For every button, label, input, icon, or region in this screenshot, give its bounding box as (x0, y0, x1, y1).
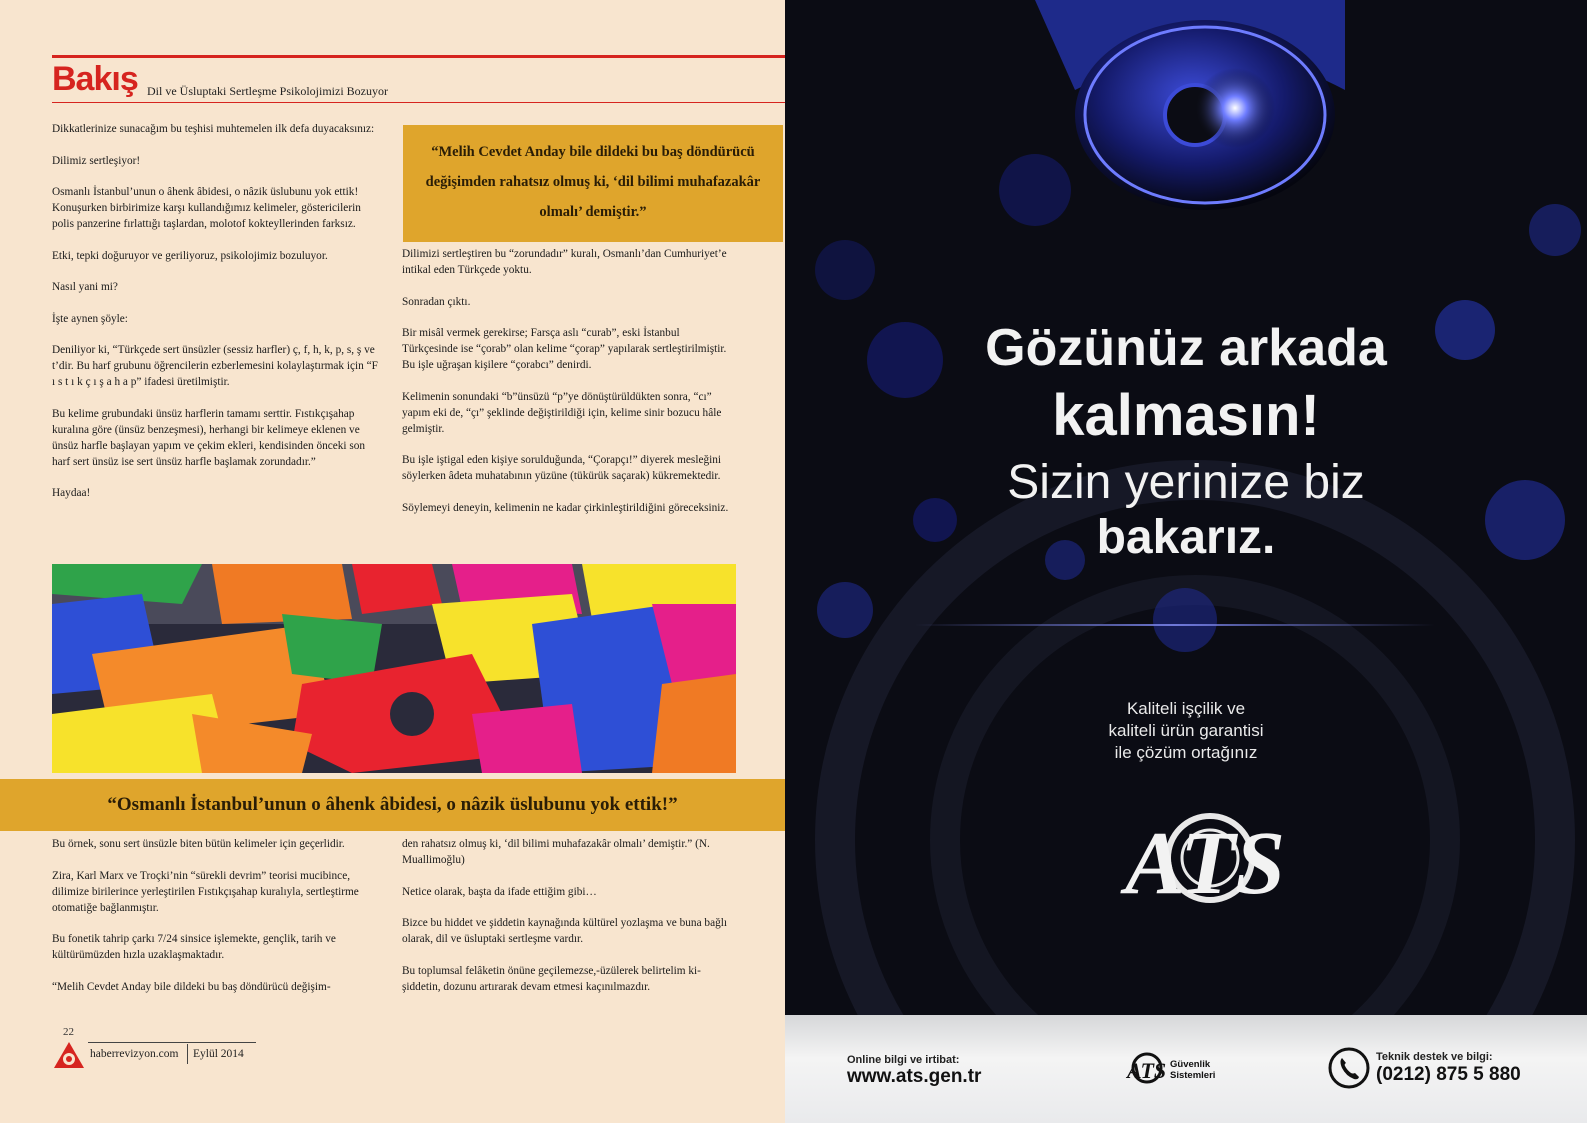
paragraph: Deniliyor ki, “Türkçede sert ünsüzler (sessiz harfler) ç, f, h, k, p, s, ş ve t’dir. Bu harf grubunu öğrencilerin ezberlemesini kolaylaştırmak için “F ı s t ı k ç ı ş a h a p” ifadesi üretilmiştir. (52, 344, 378, 388)
ats-small-logo-icon (1125, 1048, 1165, 1088)
ats-logo-letters: ATS (1125, 814, 1286, 913)
paragraph: Netice olarak, başta da ifade ettiğim gibi… (402, 885, 597, 898)
paragraph: Nasıl yani mi? (52, 281, 118, 293)
ats-logo-icon (1115, 788, 1286, 918)
pull-quote-bar: “Osmanlı İstanbul’unun o âhenk âbidesi, o nâzik üslubunu yok ettik!” (0, 779, 785, 831)
paragraph: Zira, Karl Marx ve Troçki’nin “sürekli devrim” teorisi mucibince, dilimize birilerince yerleştirilen Fıstıkçışahap kuralıyla, sertleştirme otomatiğe bağlanmıştır. (52, 869, 359, 914)
ats-small-logo-letters: ATS (1127, 1058, 1167, 1083)
paragraph: Haydaa! (52, 487, 91, 499)
ad-headline-4: bakarız. (1096, 511, 1276, 564)
paragraph: Etki, tepki doğuruyor ve geriliyoruz, psikolojimiz bozuluyor. (52, 249, 328, 262)
article-headline: Dil ve Üsluptaki Sertleşme Psikolojimizi Bozuyor (147, 84, 388, 98)
header-rule-top (52, 55, 785, 58)
paragraph: Kelimenin sonundaki “b”ünsüzü “p”ye dönüştürüldükten sonra, “cı” yapım eki de, “çı” şeklinde değiştirildiği için, kelime sinir bozucu hâle gelmiştir. (402, 390, 722, 435)
footer-separator (187, 1044, 188, 1064)
ad-headline-2: kalmasın! (1052, 383, 1320, 448)
footer-site: haberrevizyon.com (90, 1048, 179, 1060)
header-rule-bottom (52, 102, 785, 103)
paragraph: Sonradan çıktı. (402, 295, 471, 308)
ad-tagline-2: kaliteli ürün garantisi (1108, 721, 1264, 740)
ad-divider (915, 624, 1435, 626)
ad-headline-1: Gözünüz arkada (985, 319, 1387, 377)
paragraph: Bu işle iştigal eden kişiye sorulduğunda, “Çorapçı!” diyerek mesleğini söylerken âdeta muhatabının yüzüne (tükürük saçarak) kükremektedir. (402, 454, 722, 482)
column-b (402, 246, 736, 531)
advertisement-page (785, 0, 1587, 1123)
ad-footer (785, 1015, 1587, 1123)
column-c (52, 836, 386, 1010)
paragraph: Bu fonetik tahrip çarkı 7/24 sinsice işlemekte, gençlik, tarih ve kültürümüzden hızla uzaklaşmaktadır. (52, 933, 336, 961)
column-d (402, 836, 736, 1010)
ad-tagline-3: ile çözüm ortağınız (1114, 743, 1258, 762)
article-page (0, 0, 785, 1123)
foam-letters-illustration (52, 564, 736, 773)
ad-tagline (785, 698, 1587, 764)
paragraph: Bizce bu hiddet ve şiddetin kaynağında kültürel yozlaşma ve buna bağlı olarak, dil ve üsluptaki sertleşme vardır. (402, 917, 728, 945)
paragraph: “Melih Cevdet Anday bile dildeki bu baş döndürücü değişim- (52, 980, 331, 993)
footer-rule (88, 1042, 256, 1043)
paragraph: den rahatsız olmuş ki, ‘dil bilimi muhafazakâr olmalı’ demiştir.” (N. Muallimoğlu) (402, 838, 710, 866)
paragraph: Dikkatlerinize sunacağım bu teşhisi muhtemelen ilk defa duyacaksınız: (52, 123, 375, 135)
brand-line-1: Güvenlik (1170, 1059, 1211, 1070)
online-label: Online bilgi ve irtibat: (847, 1054, 960, 1066)
support-label: Teknik destek ve bilgi: (1376, 1051, 1493, 1063)
page-number: 22 (63, 1026, 74, 1038)
brand-line-2: Sistemleri (1170, 1070, 1216, 1081)
paragraph: Osmanlı İstanbul’unun o âhenk âbidesi, o nâzik üslubunu yok ettik! Konuşurken birbirimize karşı kullandığımız kelimeler, göstericilerin polis panzerine fırlattığı taşlardan, molotof kokteyllerinden farksız. (52, 186, 361, 230)
paragraph: Söylemeyi deneyin, kelimenin ne kadar çirkinleştirildiğini göreceksiniz. (402, 501, 729, 514)
footer-date: Eylül 2014 (193, 1048, 244, 1060)
paragraph: Bu kelime grubundaki ünsüz harflerin tamamı serttir. Fıstıkçışahap kuralına göre (ünsüz benzeşmesi), herhangi bir kelimeye eklenen ve ünsüz harfle başlayan yapım ve çekim ekleri, kendisinden önceki son harf sert ünsüz ise sert ünsüz harfle başlamak zorundadır.” (52, 407, 366, 468)
pull-quote-box: “Melih Cevdet Anday bile dildeki bu baş döndürücü değişimden rahatsız olmuş ki, ‘dil bilimi muhafazakâr olmalı’ demiştir.” (403, 125, 783, 242)
column-a (52, 121, 382, 517)
paragraph: Bir misâl vermek gerekirse; Farsça aslı “curab”, eski İstanbul Türkçesinde ise “çorab” olan kelime “çorap” yapılarak sertleştirilmiştir. Bu işle uğraşan kişilere “çorabcı” denirdi. (402, 327, 727, 371)
phone-icon (1328, 1047, 1370, 1089)
paragraph: İşte aynen şöyle: (52, 312, 128, 325)
paragraph: Bu örnek, sonu sert ünsüzle biten bütün kelimeler için geçerlidir. (52, 838, 345, 850)
paragraph: Bu toplumsal felâketin önüne geçilemezse,-üzülerek belirtelim ki- şiddetin, dozunu artırarak devam etmesi kaçınılmazdır. (402, 964, 701, 993)
magazine-logo-icon (52, 1040, 86, 1070)
ad-tagline-1: Kaliteli işçilik ve (1126, 699, 1246, 718)
paragraph: Dilimizi sertleştiren bu “zorundadır” kuralı, Osmanlı’dan Cumhuriyet’e intikal eden Türkçede yoktu. (402, 248, 727, 276)
section-title: Bakış (52, 60, 138, 98)
foam-letters-photo (52, 564, 736, 773)
brand-tagline (1170, 1059, 1215, 1081)
website-link[interactable]: www.ats.gen.tr (847, 1066, 982, 1087)
support-phone[interactable]: (0212) 875 5 880 (1376, 1064, 1521, 1085)
ad-headline-3: Sizin yerinize biz (1007, 456, 1365, 509)
paragraph: Dilimiz sertleşiyor! (52, 154, 141, 167)
